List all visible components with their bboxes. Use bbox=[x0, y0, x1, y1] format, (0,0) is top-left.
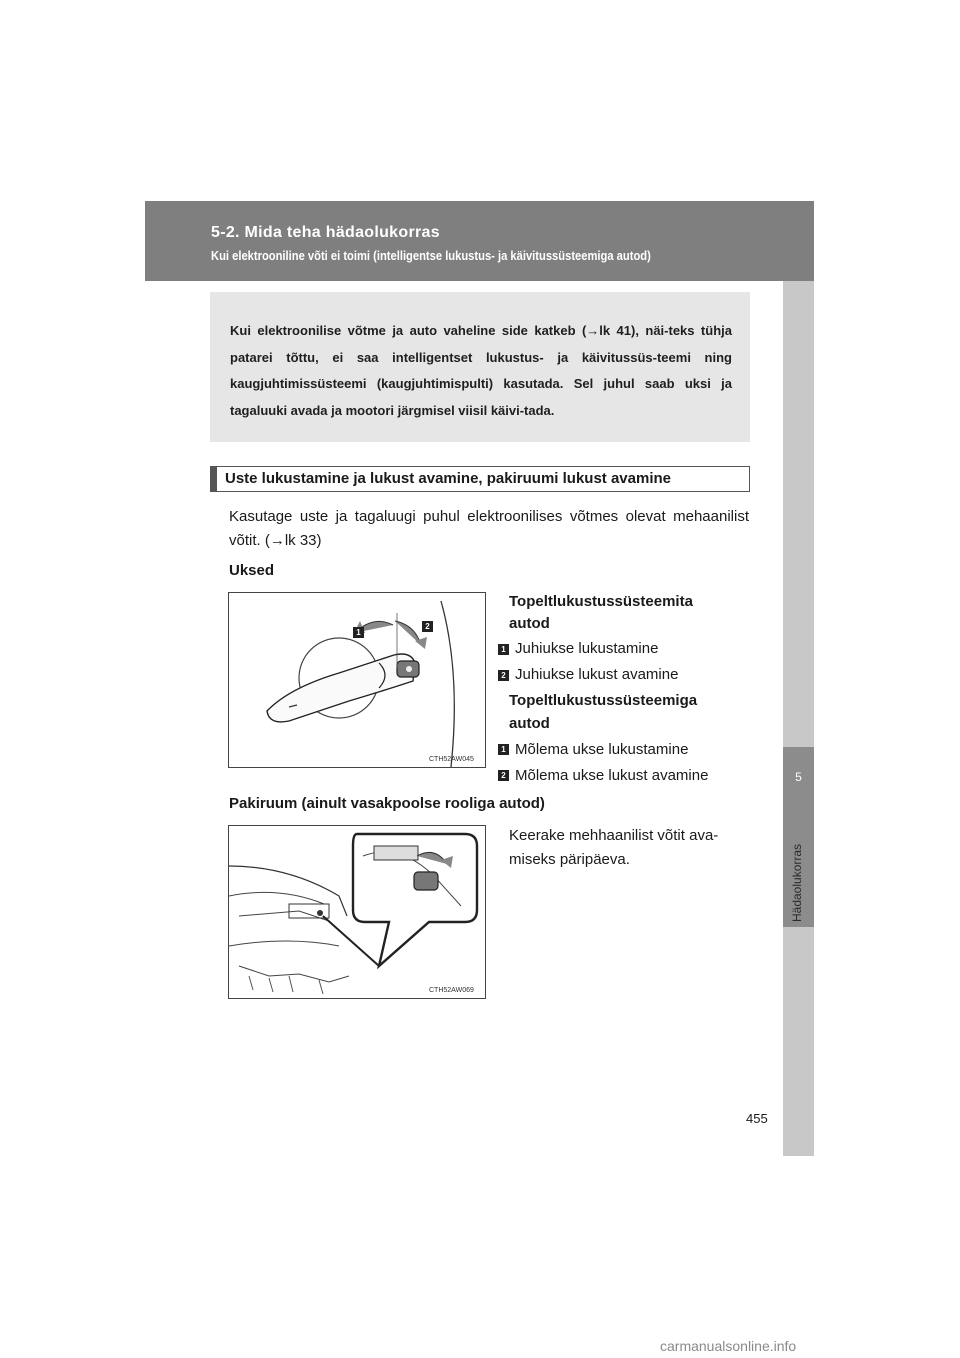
trunk-illustration bbox=[229, 826, 485, 998]
intro-text: Kui elektroonilise võtme ja auto vaheline side katkeb (→lk 41), näi-teks tühja patarei tõttu, ei saa intelligentset lukustus- ja käivitussüs-teemi ning kaugjuhtimissüsteemi (kaugjuhtimispulti) kasutada. Sel juhul saab uksi ja tagaluuki avada ja mootori järgmisel viisil käivi-tada. bbox=[230, 323, 732, 418]
page-number: 455 bbox=[746, 1111, 768, 1126]
door-handle-figure bbox=[228, 592, 486, 768]
callout-2: 2 bbox=[422, 621, 433, 632]
trunk-text-line2: miseks päripäeva. bbox=[509, 851, 630, 868]
callout-1: 1 bbox=[353, 627, 364, 638]
trunk-label: Pakiruum (ainult vasakpoolse rooliga autod) bbox=[229, 795, 545, 812]
group-a-title-line1: Topeltlukustussüsteemita bbox=[509, 593, 693, 610]
group-b-title-line2: autod bbox=[509, 715, 550, 732]
item-number-2: 2 bbox=[498, 670, 509, 681]
figure-code: CTH52AW069 bbox=[429, 987, 474, 994]
section-subtitle: Kui elektrooniline võti ei toimi (intelligentse lukustus- ja käivitussüsteemiga autod) bbox=[211, 248, 651, 263]
group-a-item2: Juhiukse lukust avamine bbox=[515, 666, 679, 683]
item-number-1: 1 bbox=[498, 644, 509, 655]
group-b-item2: Mõlema ukse lukust avamine bbox=[515, 767, 709, 784]
group-a-item1: Juhiukse lukustamine bbox=[515, 640, 659, 657]
section-heading-bar bbox=[210, 466, 750, 492]
group-a-title-line2: autod bbox=[509, 615, 550, 632]
door-handle-illustration bbox=[229, 593, 485, 767]
section-heading: Uste lukustamine ja lukust avamine, pakiruumi lukust avamine bbox=[225, 470, 671, 487]
chapter-number: 5 bbox=[795, 770, 802, 784]
group-b-item1: Mõlema ukse lukustamine bbox=[515, 741, 689, 758]
figure-code: CTH52AW045 bbox=[429, 756, 474, 763]
item-number-1: 1 bbox=[498, 744, 509, 755]
chapter-label: Hädaolukorras bbox=[790, 843, 804, 922]
trunk-figure bbox=[228, 825, 486, 999]
section-title: 5-2. Mida teha hädaolukorras bbox=[211, 224, 440, 241]
watermark: carmanualsonline.info bbox=[660, 1338, 797, 1354]
side-tab-strip bbox=[783, 281, 814, 1156]
trunk-text-line1: Keerake mehhaanilist võtit ava- bbox=[509, 827, 719, 844]
heading-accent bbox=[211, 467, 217, 491]
group-b-title-line1: Topeltlukustussüsteemiga bbox=[509, 692, 698, 709]
body-paragraph: Kasutage uste ja tagaluugi puhul elektroonilises võtmes olevat mehaanilist võtit. (→lk 33) bbox=[229, 508, 749, 549]
doors-label: Uksed bbox=[229, 562, 275, 579]
item-number-2: 2 bbox=[498, 770, 509, 781]
